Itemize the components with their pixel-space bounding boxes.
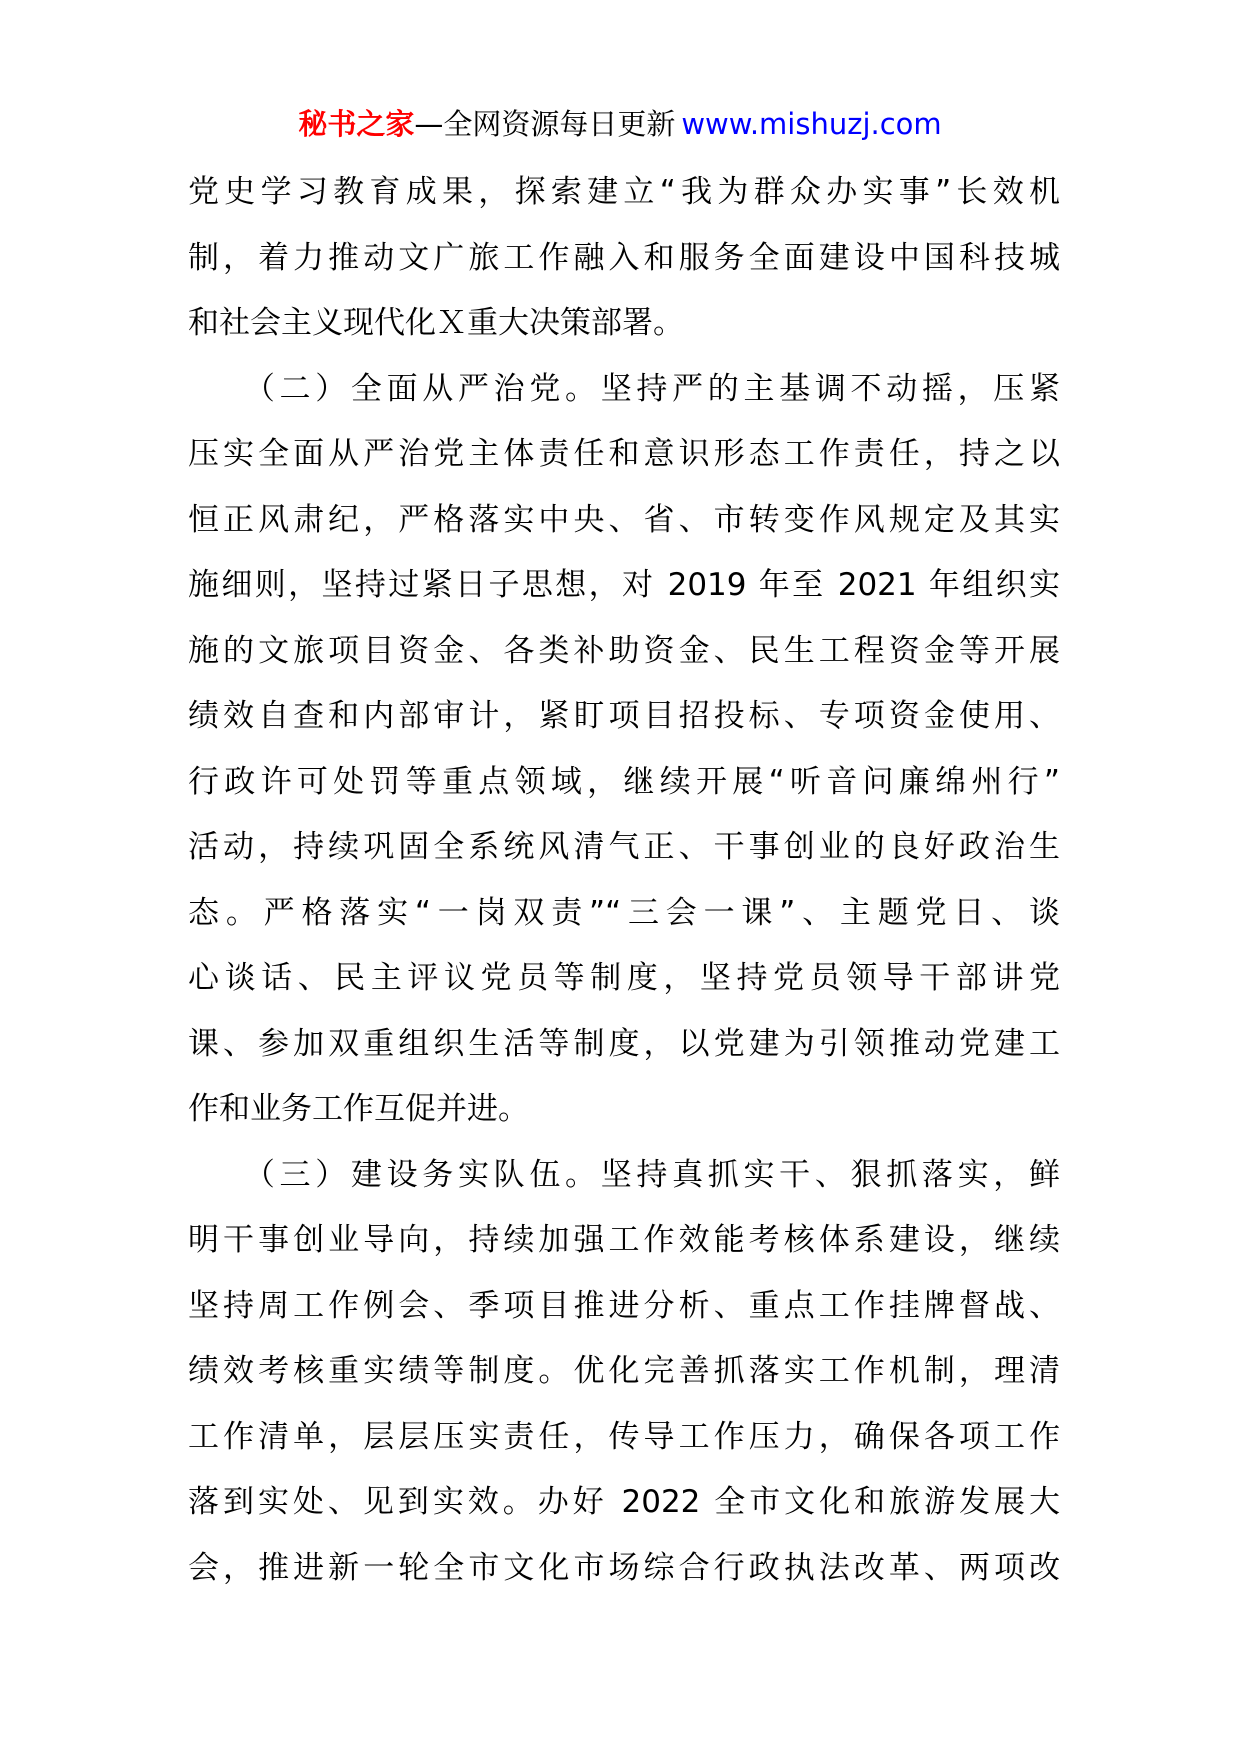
text-line: 恒正风肃纪，严格落实中央、省、市转变作风规定及其实 xyxy=(188,501,1060,538)
text-line: 态。严格落实“一岗双责”“三会一课”、主题党日、谈 xyxy=(188,894,1060,931)
text-line: 课、参加双重组织生活等制度，以党建为引领推动党建工 xyxy=(188,1025,1060,1062)
text-line: 明干事创业导向，持续加强工作效能考核体系建设，继续 xyxy=(188,1222,1060,1258)
text-line: 绩效自查和内部审计，紧盯项目招投标、专项资金使用、 xyxy=(188,698,1060,734)
document-body xyxy=(188,160,1060,1601)
text-line: 行政许可处罚等重点领域，继续开展“听音问廉绵州行” xyxy=(188,763,1060,800)
text-line: 压实全面从严治党主体责任和意识形态工作责任，持之以 xyxy=(188,436,1060,472)
site-url-link[interactable]: www.mishuzj.com xyxy=(681,107,942,141)
text-line: 工作清单，层层压实责任，传导工作压力，确保各项工作 xyxy=(188,1418,1060,1455)
text-line: 制，着力推动文广旅工作融入和服务全面建设中国科技城 xyxy=(188,239,1060,276)
text-line: 落到实处、见到实效。办好 2022 全市文化和旅游发展大 xyxy=(188,1484,1060,1520)
text-line: 作和业务工作互促并进。 xyxy=(188,1091,529,1127)
section-heading-line: （三）建设务实队伍。坚持真抓实干、狠抓落实，鲜 xyxy=(188,1156,1060,1193)
header-tagline: —全网资源每日更新 xyxy=(414,107,676,141)
text-line: 施细则，坚持过紧日子思想，对 2019 年至 2021 年组织实 xyxy=(188,567,1060,603)
section-heading-line: （二）全面从严治党。坚持严的主基调不动摇，压紧 xyxy=(188,370,1060,407)
text-line: 和社会主义现代化Ｘ重大决策部署。 xyxy=(188,305,684,341)
text-line: 心谈话、民主评议党员等制度，坚持党员领导干部讲党 xyxy=(188,960,1060,996)
text-line: 党史学习教育成果，探索建立“我为群众办实事”长效机 xyxy=(188,174,1060,210)
text-line: 施的文旅项目资金、各类补助资金、民生工程资金等开展 xyxy=(188,632,1060,669)
text-line: 绩效考核重实绩等制度。优化完善抓落实工作机制，理清 xyxy=(188,1353,1060,1389)
text-line: 会，推进新一轮全市文化市场综合行政执法改革、两项改 xyxy=(188,1549,1060,1586)
text-line: 坚持周工作例会、季项目推进分析、重点工作挂牌督战、 xyxy=(188,1287,1060,1324)
document-header xyxy=(0,104,1240,144)
text-line: 活动，持续巩固全系统风清气正、干事创业的良好政治生 xyxy=(188,829,1060,865)
brand-name: 秘书之家 xyxy=(298,107,415,141)
